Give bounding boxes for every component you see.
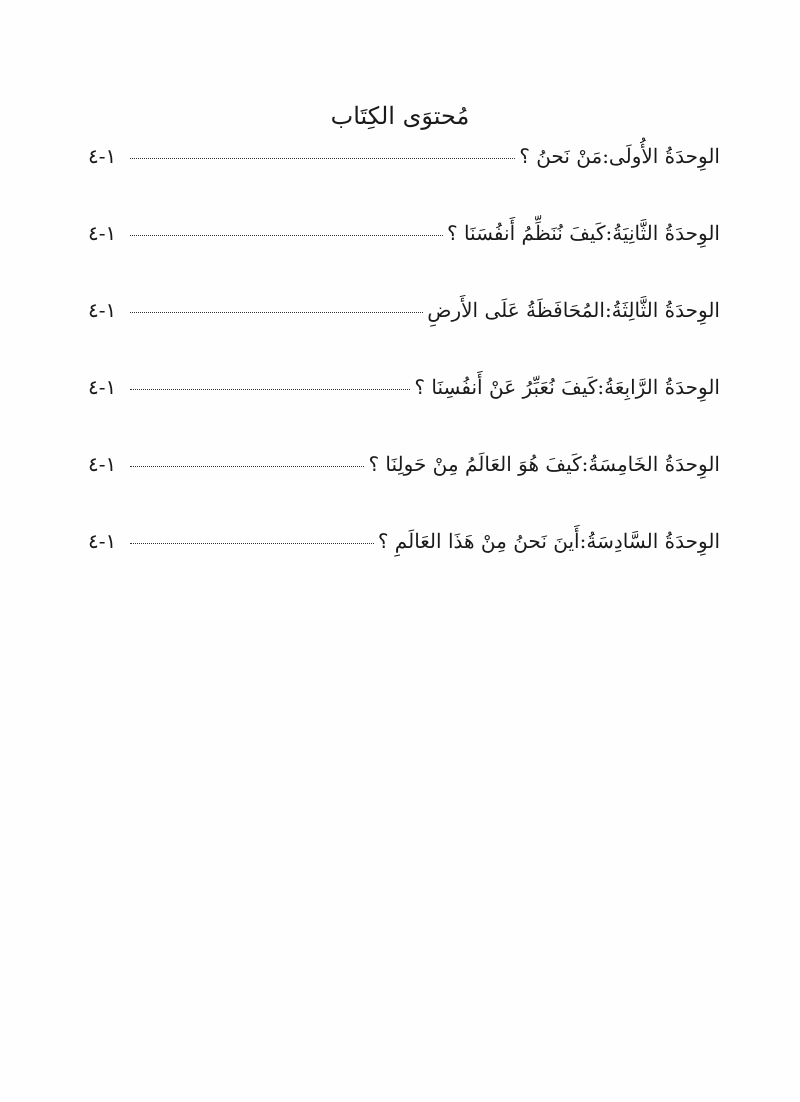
page-range: ١-٤: [88, 298, 117, 322]
page-range: ١-٤: [88, 452, 117, 476]
dot-leader: [130, 466, 364, 467]
page-range: ١-٤: [88, 221, 117, 245]
toc-entry-4: [88, 367, 720, 444]
dot-leader: [130, 389, 410, 390]
unit-title: كَيفَ نُعَبِّرُ عَنْ أَنفُسِنَا ؟: [414, 375, 598, 399]
unit-title: أَينَ نَحنُ مِنْ هَذَا العَالَمِ ؟: [377, 529, 580, 553]
page-range: ١-٤: [88, 375, 117, 399]
toc-entry-3: [88, 290, 720, 367]
toc-entry-5: [88, 444, 720, 521]
unit-title: كَيفَ نُنَظِّمُ أَنفُسَنَا ؟: [446, 221, 606, 245]
toc-entry-6: [88, 521, 720, 598]
table-of-contents: [88, 136, 720, 598]
page-title: مُحتوَى الكِتَاب: [330, 102, 470, 130]
unit-label: الوِحدَةُ الثَّالِثَةُ:: [604, 298, 720, 322]
dot-leader: [130, 312, 423, 313]
unit-title: كَيفَ هُوَ العَالَمُ مِنْ حَولِنَا ؟: [368, 452, 582, 476]
unit-title: مَنْ نَحنُ ؟: [519, 144, 603, 168]
page-range: ١-٤: [88, 529, 117, 553]
unit-label: الوِحدَةُ الخَامِسَةُ:: [581, 452, 720, 476]
toc-entry-2: [88, 213, 720, 290]
dot-leader: [130, 543, 374, 544]
toc-entry-1: [88, 136, 720, 213]
unit-label: الوِحدَةُ السَّادِسَةُ:: [579, 529, 720, 553]
unit-title: المُحَافَظَةُ عَلَى الأَرضِ: [427, 298, 605, 322]
page-range: ١-٤: [88, 144, 117, 168]
unit-label: الوِحدَةُ الثَّانِيَةُ:: [605, 221, 720, 245]
unit-label: الوِحدَةُ الأُولَى:: [602, 144, 720, 168]
unit-label: الوِحدَةُ الرَّابِعَةُ:: [597, 375, 720, 399]
dot-leader: [130, 235, 443, 236]
dot-leader: [130, 158, 515, 159]
